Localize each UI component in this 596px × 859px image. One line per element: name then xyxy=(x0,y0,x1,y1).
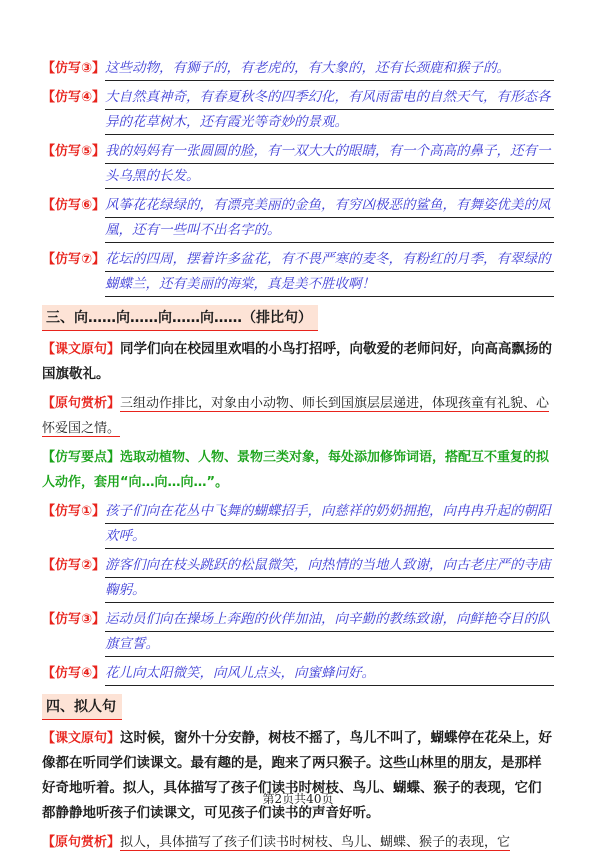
fangxie-text: 运动员们向在操场上奔跑的伙伴加油，向辛勤的教练致谢，向鲜艳夺目的队旗宣誓。 xyxy=(105,607,554,657)
fangxie-item xyxy=(42,607,554,657)
fangxie-tag: 【仿写③】 xyxy=(42,612,106,627)
fangxie-item xyxy=(42,499,554,549)
section-heading-4: 四、拟人句 xyxy=(42,694,122,720)
fangxie-item xyxy=(42,139,554,189)
fangxie-tag: 【仿写④】 xyxy=(42,666,106,681)
kewen-tag: 【课文原句】 xyxy=(42,342,121,357)
fangxie-item xyxy=(42,85,554,135)
shangxi-paragraph xyxy=(42,391,554,441)
kewen-text: 同学们向在校园里欢唱的小鸟打招呼，向敬爱的老师问好，向高高飘扬的国旗敬礼。 xyxy=(42,341,553,382)
document-page xyxy=(42,56,554,859)
fangxie-tag: 【仿写⑦】 xyxy=(42,252,106,267)
section-heading-3: 三、向……向……向……向……（排比句） xyxy=(42,305,318,331)
yaodian-text: 选取动植物、人物、景物三类对象，每处添加修饰词语，搭配互不重复的拟人动作，套用“向…向…向…”。 xyxy=(42,450,550,490)
fangxie-text: 游客们向在枝头跳跃的松鼠微笑，向热情的当地人致谢，向古老庄严的寺庙鞠躬。 xyxy=(105,553,554,603)
shangxi-tag: 【原句赏析】 xyxy=(42,396,121,411)
fangxie-text: 这些动物，有狮子的，有老虎的，有大象的，还有长颈鹿和猴子的。 xyxy=(105,56,554,81)
fangxie-item xyxy=(42,193,554,243)
kewen-paragraph xyxy=(42,337,554,387)
fangxie-text: 大自然真神奇，有春夏秋冬的四季幻化，有风雨雷电的自然天气，有形态各异的花草树木，还有霞光等奇妙的景观。 xyxy=(105,85,554,135)
fangxie-text: 花坛的四周，摆着许多盆花，有不畏严寒的麦冬，有粉红的月季，有翠绿的蝴蝶兰，还有美丽的海棠，真是美不胜收啊！ xyxy=(105,247,554,297)
fangxie-item xyxy=(42,56,554,81)
fangxie-list-section3 xyxy=(42,499,554,686)
kewen-text: 这时候，窗外十分安静，树枝不摇了，鸟儿不叫了，蝴蝶停在花朵上，好像都在听同学们读课文。最有趣的是，跑来了两只猴子。这些山林里的朋友，是那样好奇地听着。拟人，具体描写了孩子们读书时树枝、鸟儿、蝴蝶、猴子的表现，它们都静静地听孩子们读课文，可见孩子们读书的声音好听。 xyxy=(42,730,553,821)
kewen-paragraph xyxy=(42,726,554,826)
page-footer: 第2页共40页 xyxy=(262,792,334,806)
fangxie-text: 花儿向太阳微笑，向风儿点头，向蜜蜂问好。 xyxy=(105,661,554,686)
fangxie-item xyxy=(42,553,554,603)
fangxie-text: 我的妈妈有一张圆圆的脸，有一双大大的眼睛，有一个高高的鼻子，还有一头乌黑的长发。 xyxy=(105,139,554,189)
shangxi-text: 拟人，具体描写了孩子们读书时树枝、鸟儿、蝴蝶、猴子的表现，它 xyxy=(120,835,511,850)
fangxie-tag: 【仿写⑤】 xyxy=(42,144,106,159)
fangxie-text: 孩子们向在花丛中飞舞的蝴蝶招手，向慈祥的奶奶拥抱，向冉冉升起的朝阳欢呼。 xyxy=(105,499,554,549)
fangxie-tag: 【仿写①】 xyxy=(42,504,106,519)
kewen-tag: 【课文原句】 xyxy=(42,731,121,746)
shangxi-paragraph xyxy=(42,830,554,855)
yaodian-tag: 【仿写要点】 xyxy=(42,450,121,465)
fangxie-list-upper xyxy=(42,56,554,297)
fangxie-item xyxy=(42,661,554,686)
shangxi-tag: 【原句赏析】 xyxy=(42,835,121,850)
fangxie-tag: 【仿写⑥】 xyxy=(42,198,106,213)
fangxie-item xyxy=(42,247,554,297)
fangxie-tag: 【仿写③】 xyxy=(42,61,106,76)
fangxie-tag: 【仿写②】 xyxy=(42,558,106,573)
shangxi-text: 三组动作排比，对象由小动物、师长到国旗层层递进，体现孩童有礼貌、心怀爱国之情。 xyxy=(42,396,550,436)
fangxie-text: 风筝花花绿绿的，有漂亮美丽的金鱼，有穷凶极恶的鲨鱼，有舞姿优美的凤凰，还有一些叫不出名字的。 xyxy=(105,193,554,243)
yaodian-paragraph xyxy=(42,445,554,495)
fangxie-tag: 【仿写④】 xyxy=(42,90,106,105)
